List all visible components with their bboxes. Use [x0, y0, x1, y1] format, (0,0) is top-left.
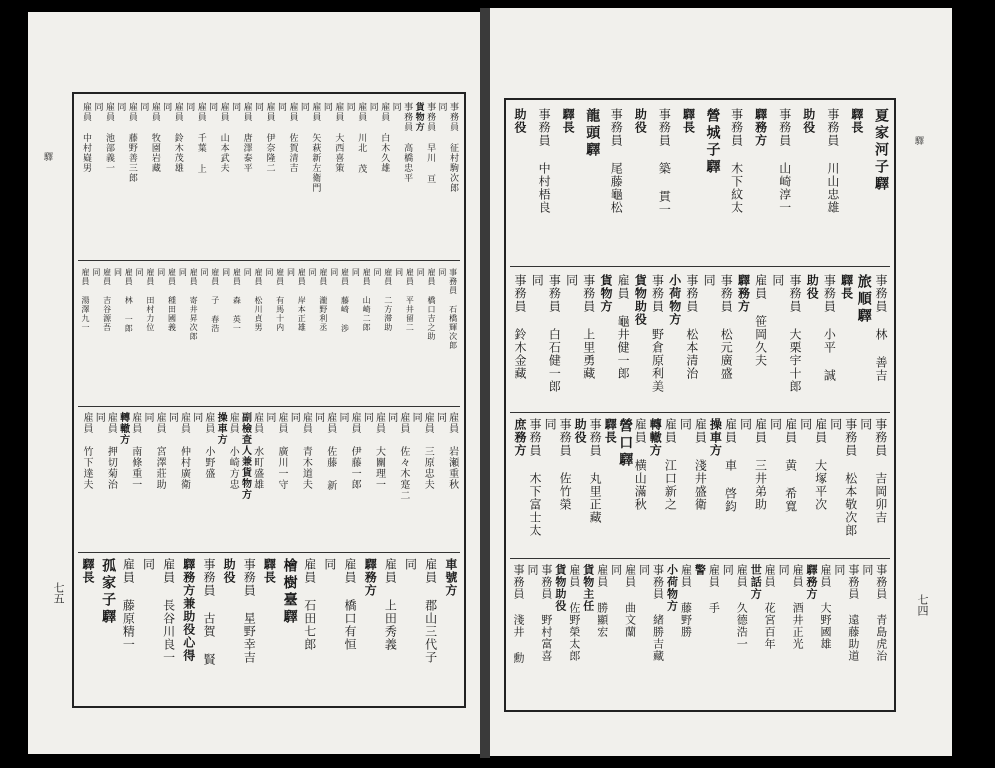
roster-entry: 助役: [222, 558, 237, 584]
roster-entry: 雇員 田村力位: [145, 268, 155, 332]
roster-entry: 雇員 吉谷源吾: [102, 268, 112, 332]
roster-entry: 雇員 藤原精一: [121, 558, 136, 651]
roster-entry: 雇員 川北 茂: [356, 102, 367, 174]
roster-entry: 事務員 川山忠雄: [825, 108, 840, 214]
roster-entry: 同: [286, 268, 296, 277]
roster-entry: 同: [321, 102, 332, 112]
right-page-number: 七四: [916, 594, 929, 616]
roster-entry: 營口驛: [617, 418, 634, 469]
roster-entry: 同: [93, 412, 105, 423]
roster-entry: 助役: [801, 108, 816, 134]
roster-entry: 同: [322, 558, 337, 571]
roster-entry: 事務員 青島虎治: [874, 564, 888, 662]
roster-entry: 同: [385, 412, 397, 423]
roster-entry: 雇員 藤野勝: [679, 564, 693, 638]
roster-entry: 雇員 久德浩一: [735, 564, 749, 650]
roster-entry: 雇員 林 一郎: [124, 268, 134, 333]
roster-entry: 助役: [805, 274, 820, 300]
roster-entry: 事務員 鈴木金藏: [513, 274, 527, 380]
left-margin-mark: 驛: [44, 153, 54, 163]
right-divider-3: [510, 558, 890, 559]
roster-entry: 驛長: [81, 558, 95, 584]
roster-entry: 雇員 花宮百年: [763, 564, 777, 650]
roster-entry: 雇員 松川貞男: [254, 268, 263, 332]
left-divider-3: [78, 552, 460, 553]
roster-entry: 同: [275, 102, 286, 112]
roster-entry: 雇員 伊奈隆二: [264, 102, 275, 173]
roster-entry: 同: [436, 102, 447, 112]
roster-entry: 同: [115, 102, 126, 112]
roster-entry: 雇員 酒井正光: [791, 564, 805, 650]
roster-entry: 同: [243, 268, 253, 277]
roster-entry: 雇員 三井弟助: [753, 418, 768, 511]
roster-entry: 事務員 林 善吉: [873, 274, 888, 382]
roster-entry: 同: [678, 418, 693, 431]
roster-entry: 貨物主任: [581, 564, 595, 612]
roster-entry: 事務員 松本清治: [684, 274, 699, 380]
roster-entry: 雇員 寄井昇次郎: [189, 268, 199, 341]
roster-entry: 雇員 唐澤泰平: [241, 102, 252, 173]
roster-entry: 貨物助役: [553, 564, 567, 612]
roster-entry: 驛長: [681, 108, 696, 134]
roster-entry: 事務員 上里勇藏: [581, 274, 596, 380]
roster-entry: 雇員 曲文蘭: [623, 564, 637, 638]
roster-entry: 助役: [633, 108, 648, 134]
roster-entry: 雇員 伊藤一郎: [349, 412, 361, 490]
roster-entry: 貨物助役: [633, 274, 648, 326]
roster-entry: 操車方: [708, 418, 723, 457]
roster-entry: 雇員 南條重一: [129, 412, 141, 490]
roster-entry: 事務員 丸里正藏: [588, 418, 603, 524]
roster-entry: 雇員 子 春浩: [210, 268, 220, 333]
roster-entry: 雇員 廣川一守: [276, 412, 287, 490]
roster-entry: 同: [288, 412, 300, 423]
roster-entry: 雇員 三原忠夫: [422, 412, 434, 490]
roster-entry: 事務員 野倉原利美: [650, 274, 665, 393]
roster-entry: 同: [141, 412, 153, 423]
roster-entry: 同: [434, 412, 446, 423]
right-band-4: [506, 564, 894, 704]
roster-entry: 事務員 小平 誠: [822, 274, 837, 382]
roster-entry: 事務員 築 貫一: [657, 108, 672, 216]
roster-entry: 事務員 遠藤助道: [846, 564, 860, 662]
roster-entry: 同: [298, 102, 309, 112]
right-divider-2: [510, 412, 890, 413]
right-band-3: [506, 418, 894, 552]
roster-entry: 雇員 石田七郎: [302, 558, 317, 651]
roster-entry: 事務員 木下紋太: [729, 108, 744, 214]
roster-entry: 同: [832, 564, 846, 576]
roster-entry: 同: [416, 268, 426, 277]
roster-entry: 雇員 長谷川良一: [161, 558, 176, 664]
roster-entry: 驛務方: [363, 558, 378, 597]
roster-entry: 同: [264, 268, 274, 277]
roster-entry: 雇員 仲村廣衛: [178, 412, 190, 490]
roster-entry: 雇員 黄 希寬: [783, 418, 798, 513]
roster-entry: 轉轍方: [648, 418, 663, 457]
left-page: [28, 12, 480, 754]
roster-entry: 同: [161, 102, 172, 112]
roster-entry: 雇員 佐野榮太郎: [567, 564, 581, 662]
roster-entry: 雇員 小野盛: [202, 412, 214, 479]
roster-entry: 事務員 高橋忠平: [402, 102, 413, 183]
roster-entry: 夏家河子驛: [872, 108, 889, 193]
roster-entry: 同: [372, 268, 382, 277]
roster-entry: 同: [190, 412, 202, 423]
right-roster-frame: [504, 98, 896, 712]
roster-entry: 事務員 尾藤龜松: [609, 108, 624, 214]
roster-entry: 同: [770, 274, 785, 287]
roster-entry: 驛務方: [753, 108, 768, 147]
roster-entry: 雇員 宮澤莊助: [154, 412, 166, 490]
left-divider-2: [78, 406, 460, 407]
roster-entry: 車號方: [443, 558, 458, 597]
roster-entry: 雇員 山本武夫: [218, 102, 229, 173]
roster-entry: 同: [312, 412, 324, 423]
roster-entry: 同: [329, 268, 339, 277]
roster-entry: 事務員 星野幸吉: [242, 558, 257, 664]
roster-entry: 雇員 手: [707, 564, 721, 614]
roster-entry: 同: [141, 558, 156, 571]
left-band-3: [74, 412, 464, 546]
roster-entry: 雇員 押切菊治: [105, 412, 117, 490]
roster-entry: 雇員 大西喜策: [333, 102, 344, 173]
roster-entry: 旅順驛: [855, 274, 872, 325]
roster-entry: 雇員 橋口吉之助: [427, 268, 436, 341]
roster-entry: 驛長: [561, 108, 576, 134]
roster-entry: 驛務方: [805, 564, 819, 600]
roster-entry: 事務員 淺井 勳: [512, 564, 525, 664]
roster-entry: 同: [199, 268, 209, 277]
roster-entry: 事務員 木下富士太: [528, 418, 543, 537]
roster-entry: 同: [525, 564, 539, 576]
roster-entry: 孤家子驛: [100, 558, 117, 626]
roster-entry: 同: [768, 418, 783, 431]
roster-entry: 同: [207, 102, 218, 112]
roster-entry: 雇員 池部義一: [103, 102, 114, 173]
roster-entry: 助役: [513, 108, 527, 134]
roster-entry: 同: [166, 412, 178, 423]
roster-entry: 同: [367, 102, 378, 112]
roster-entry: 雇員 淺井盛衛: [693, 418, 708, 511]
roster-entry: 雇員 湯澤九一: [81, 268, 90, 332]
roster-entry: 雇員 車 啓鈞: [723, 418, 738, 513]
left-band-1: [74, 102, 464, 254]
roster-entry: 雇員 小崎方忠: [227, 412, 239, 490]
roster-entry: 事務員 山崎淳一: [777, 108, 792, 214]
roster-entry: 雇員 二方滞助: [383, 268, 393, 332]
roster-entry: 貨物方: [598, 274, 613, 313]
roster-entry: 事務員 松元廣盛: [719, 274, 734, 380]
roster-entry: 同: [253, 102, 264, 112]
roster-entry: 雇員 白木久雄: [379, 102, 390, 173]
roster-entry: 雇員 水町盛雄: [251, 412, 263, 490]
roster-entry: 同: [410, 412, 422, 423]
roster-entry: 事務員 征村駒次郎: [448, 102, 458, 193]
right-divider-1: [510, 266, 890, 267]
roster-entry: 驛長: [262, 558, 277, 584]
roster-entry: 雇員 牧園岩藏: [149, 102, 160, 173]
roster-entry: 驛長: [849, 108, 864, 134]
roster-entry: 事務員 松本敬次郎: [843, 418, 858, 537]
roster-entry: 同: [178, 268, 188, 277]
roster-entry: 同: [403, 558, 418, 571]
roster-entry: 警: [693, 564, 707, 576]
roster-entry: 同: [135, 268, 145, 277]
left-divider-1: [78, 260, 460, 261]
roster-entry: 事務員 緒勝吉藏: [651, 564, 665, 662]
roster-entry: 雇員 矢萩新左衛門: [310, 102, 321, 193]
roster-entry: 事務員 吉岡卯吉: [873, 418, 888, 524]
roster-entry: 龍頭驛: [584, 108, 601, 159]
right-band-2: [506, 274, 894, 406]
roster-entry: 同: [361, 412, 373, 423]
roster-entry: 雇員 岸本正雄: [297, 268, 307, 332]
roster-entry: 同: [530, 274, 545, 287]
roster-entry: 同: [721, 564, 735, 576]
roster-entry: 雇員 大關理一: [373, 412, 385, 490]
roster-entry: 雇員 森 英一: [232, 268, 242, 333]
roster-entry: 同: [798, 418, 813, 431]
roster-entry: 雇員 竹下達夫: [81, 412, 92, 490]
right-band-1: [506, 108, 894, 260]
roster-entry: 貨物方: [413, 102, 424, 132]
roster-entry: 雇員 勝顯宏: [595, 564, 609, 638]
roster-entry: 雇員 瀧野利丞: [318, 268, 328, 332]
roster-entry: 雇員 有馬十内: [275, 268, 285, 332]
right-margin-mark: 驛: [914, 137, 924, 147]
roster-entry: 雇員 藤崎 渉: [340, 268, 350, 333]
roster-entry: 世話方: [749, 564, 763, 600]
roster-entry: 同: [263, 412, 275, 423]
roster-entry: 事務員 中村梧良: [537, 108, 552, 214]
roster-entry: 助役: [573, 418, 588, 444]
roster-entry: 雇員 中村嶷男: [81, 102, 91, 173]
roster-entry: 同: [344, 102, 355, 112]
roster-entry: 檜樹臺驛: [281, 558, 298, 626]
roster-entry: 同: [91, 268, 101, 277]
roster-entry: 操車方: [215, 412, 227, 445]
right-page: [490, 8, 952, 756]
roster-entry: 同: [138, 102, 149, 112]
roster-entry: 營城子驛: [704, 108, 721, 176]
roster-entry: 雇員 佐藤 新: [324, 412, 336, 491]
roster-entry: 同: [777, 564, 791, 576]
roster-entry: 事務員 早川 亘: [425, 102, 436, 184]
roster-entry: 雇員 大塚平次: [813, 418, 828, 511]
roster-entry: 雇員 龜井健一郎: [616, 274, 631, 380]
roster-entry: 雇員 上田秀義: [383, 558, 398, 651]
left-band-2: [74, 268, 464, 400]
roster-entry: 驛長: [603, 418, 618, 444]
roster-entry: 雇員 橋口有恒: [343, 558, 358, 651]
roster-entry: 雇員 大野國雄: [818, 564, 832, 650]
roster-entry: 同: [336, 412, 348, 423]
roster-entry: 同: [858, 418, 873, 431]
roster-entry: 驛務方兼助役心得: [181, 558, 196, 662]
roster-entry: 雇員 江口新之: [663, 418, 678, 511]
roster-entry: 雇員 郡山三代子: [423, 558, 438, 664]
roster-entry: 同: [184, 102, 195, 112]
roster-entry: 同: [221, 268, 231, 277]
roster-entry: 雇員 横山滿秋: [633, 418, 648, 511]
roster-entry: 驛務方: [736, 274, 751, 313]
roster-entry: 轉轍方: [117, 412, 129, 445]
roster-entry: 同: [230, 102, 241, 112]
roster-entry: 事務員 野村富喜: [539, 564, 553, 662]
roster-entry: 事務員 白石健一郎: [547, 274, 562, 393]
roster-entry: 雇員 岩瀬重秋: [446, 412, 458, 490]
roster-entry: 同: [828, 418, 843, 431]
roster-entry: 同: [564, 274, 579, 287]
roster-entry: 雇員 佐々木寔二: [397, 412, 409, 501]
roster-entry: 同: [92, 102, 103, 112]
roster-entry: 同: [308, 268, 318, 277]
roster-entry: 事務員 佐竹榮: [558, 418, 573, 511]
roster-entry: 同: [113, 268, 123, 277]
roster-entry: 同: [702, 274, 717, 287]
roster-entry: 同: [609, 564, 623, 576]
left-roster-frame: [72, 92, 466, 708]
roster-entry: 副檢査人兼貨物方: [239, 412, 251, 500]
roster-entry: 雇員 山崎二郎: [362, 268, 372, 332]
roster-entry: 雇員 千葉 上: [195, 102, 206, 174]
roster-entry: 同: [738, 418, 753, 431]
roster-entry: 事務員 石橋輝次郎: [448, 268, 458, 350]
roster-entry: 事務員 古賀 賢: [201, 558, 216, 666]
roster-entry: 小荷物方: [665, 564, 679, 612]
book-gutter: [480, 8, 490, 758]
roster-entry: 同: [543, 418, 558, 431]
roster-entry: 雇員 鈴木茂雄: [172, 102, 183, 173]
roster-entry: 同: [860, 564, 874, 576]
roster-entry: 雇員 佐賀清吉: [287, 102, 298, 173]
roster-entry: 同: [390, 102, 401, 112]
roster-entry: 雇員 笹岡久夫: [753, 274, 768, 367]
roster-entry: 事務員 大栗宇十郎: [788, 274, 802, 393]
roster-entry: 小荷物方: [667, 274, 682, 326]
left-page-number: 七五: [52, 582, 65, 604]
roster-entry: 驛長: [839, 274, 854, 300]
roster-entry: 庶務方: [513, 418, 527, 457]
roster-entry: 同: [351, 268, 361, 277]
roster-entry: 雇員 平井留二: [405, 268, 415, 332]
roster-entry: 同: [637, 564, 651, 576]
roster-entry: 雇員 藤野善三郎: [126, 102, 137, 183]
roster-entry: 同: [156, 268, 166, 277]
left-band-4: [74, 558, 464, 698]
roster-entry: 雇員 種田國義: [167, 268, 177, 332]
roster-entry: 同: [437, 268, 447, 277]
roster-entry: 同: [394, 268, 404, 277]
roster-entry: 雇員 青木道夫: [300, 412, 312, 490]
